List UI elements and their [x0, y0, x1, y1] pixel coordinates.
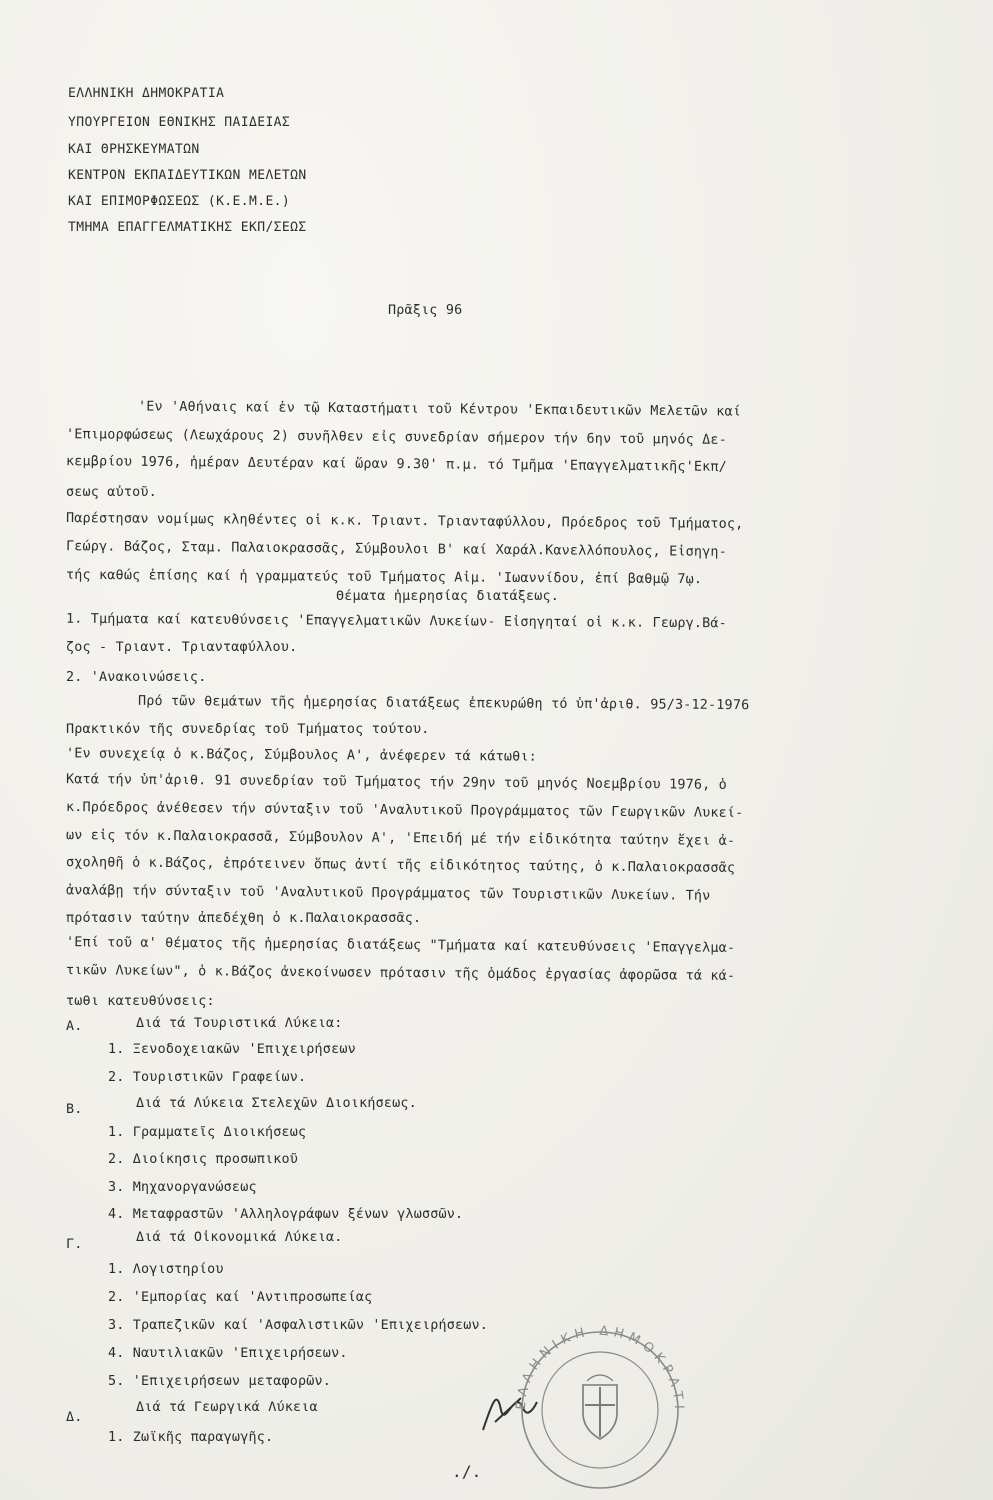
- section-letter: Β.: [66, 1102, 83, 1117]
- svg-text:ΕΛΛΗΝΙΚΗ ΔΗΜΟΚΡΑΤΙΑ · Κ.Ε.Μ.Ε.: [505, 1315, 686, 1414]
- section-item: 4. Ναυτιλιακῶν 'Επιχειρήσεων.: [108, 1346, 348, 1361]
- intro-line: Παρέστησαν νομίμως κληθέντες οἱ κ.κ. Τριαντ. Τριανταφύλλου, Πρόεδρος τοῦ Τμήματος,: [65, 511, 744, 532]
- section-letter: Δ.: [66, 1410, 83, 1425]
- letterhead-line: ΥΠΟΥΡΓΕΙΟΝ ΕΘΝΙΚΗΣ ΠΑΙΔΕΙΑΣ: [68, 115, 291, 130]
- body-line: Πρακτικόν τῆς συνεδρίας τοῦ Τμήματος τούτου.: [66, 722, 430, 737]
- section-letter: Γ.: [66, 1237, 83, 1252]
- stamp-text: ΕΛΛΗΝΙΚΗ ΔΗΜΟΚΡΑΤΙ: [513, 1323, 687, 1414]
- body-line: πρότασιν ταύτην ἀπεδέχθη ὁ κ.Παλαιοκρασσᾶς.: [66, 911, 422, 926]
- section-title: Διά τά Λύκεια Στελεχῶν Διοικήσεως.: [136, 1096, 417, 1111]
- letterhead-line: ΤΜΗΜΑ ΕΠΑΓΓΕΛΜΑΤΙΚΗΣ ΕΚΠ/ΣΕΩΣ: [68, 220, 307, 235]
- section-item: 4. Μεταφραστῶν 'Αλληλογράφων ξένων γλωσσῶν.: [108, 1207, 464, 1222]
- intro-line: σεως αὐτοῦ.: [66, 485, 157, 500]
- section-title: Διά τά Οἰκονομικά Λύκεια.: [136, 1230, 343, 1245]
- document-title: Πρᾶξις 96: [388, 303, 463, 318]
- section-item: 5. 'Επιχειρήσεων μεταφορῶν.: [108, 1374, 332, 1389]
- letterhead-line: ΚΕΝΤΡΟΝ ΕΚΠΑΙΔΕΥΤΙΚΩΝ ΜΕΛΕΤΩΝ: [68, 168, 307, 183]
- section-item: 3. Τραπεζικῶν καί 'Ασφαλιστικῶν 'Επιχειρήσεων.: [108, 1318, 489, 1333]
- intro-line: κεμβρίου 1976, ἡμέραν Δευτέραν καί ὥραν 9.30' π.μ. τό Τμῆμα 'Επαγγελματικῆς'Εκπ/: [65, 454, 728, 475]
- intro-line: 'Επιμορφώσεως (Λεωχάρους 2) συνῆλθεν εἰς συνεδρίαν σήμερον τήν 6ην τοῦ μηνός Δε-: [65, 427, 728, 448]
- body-line: τωθι κατευθύνσεις:: [66, 994, 215, 1009]
- page-continuation-mark: ./.: [452, 1462, 482, 1481]
- section-item: 2. Τουριστικῶν Γραφείων.: [108, 1070, 307, 1085]
- body-line: 'Εν συνεχείᾳ ὁ κ.Βάζος, Σύμβουλος Α', ἀνέφερεν τά κάτωθι:: [65, 746, 537, 765]
- section-letter: Α.: [66, 1019, 83, 1034]
- section-item: 1. Λογιστηρίου: [108, 1262, 224, 1277]
- intro-line: Γεώργ. Βάζος, Σταμ. Παλαιοκρασσᾶς, Σύμβουλοι Β' καί Χαράλ.Κανελλόπουλος, Εἰσηγη-: [65, 539, 728, 560]
- body-line: Πρό τῶν θεμάτων τῆς ἡμερησίας διατάξεως ἐπεκυρώθη τό ὑπ'ἀριθ. 95/3-12-1976: [137, 693, 750, 714]
- section-title: Διά τά Τουριστικά Λύκεια:: [136, 1016, 343, 1031]
- section-item: 2. Διοίκησις προσωπικοῦ: [108, 1152, 299, 1167]
- section-item: 2. 'Εμπορίας καί 'Αντιπροσωπείας: [108, 1290, 373, 1305]
- letterhead-line: ΚΑΙ ΕΠΙΜΟΡΦΩΣΕΩΣ (Κ.Ε.Μ.Ε.): [68, 194, 291, 209]
- section-item: 3. Μηχανοργανώσεως: [108, 1180, 257, 1195]
- agenda-item: ζος - Τριαντ. Τριανταφύλλου.: [66, 640, 298, 655]
- body-line: τικῶν Λυκείων", ὁ κ.Βάζος ἀνεκοίνωσεν πρότασιν τῆς ὁμάδος ἐργασίας ἀφορῶσα τά κά-: [65, 963, 736, 984]
- section-item: 1. Γραμματεῖς Διοικήσεως: [108, 1125, 307, 1140]
- agenda-title: Θέματα ἡμερησίας διατάξεως.: [336, 589, 560, 604]
- section-title: Διά τά Γεωργικά Λύκεια: [136, 1400, 318, 1415]
- body-line: ων εἰς τόν κ.Παλαιοκρασσᾶ, Σύμβουλον Α', 'Επειδή μέ τήν εἰδικότητα ταύτην ἔχει ἀ-: [65, 828, 736, 849]
- intro-line: τής καθώς ἐπίσης καί ἡ γραμματεύς τοῦ Τμήματος Αἰμ. 'Ιωαννίδου, ἐπί βαθμῷ 7ῳ.: [65, 567, 703, 588]
- body-line: ἀναλάβῃ τήν σύνταξιν τοῦ 'Αναλυτικοῦ Προγράμματος τῶν Τουριστικῶν Λυκείων. Τήν: [65, 883, 711, 904]
- letterhead-line: ΕΛΛΗΝΙΚΗ ΔΗΜΟΚΡΑΤΙΑ: [68, 86, 225, 101]
- section-item: 1. Ξενοδοχειακῶν 'Επιχειρήσεων: [108, 1042, 356, 1057]
- letterhead-line: ΚΑΙ ΘΡΗΣΚΕΥΜΑΤΩΝ: [68, 142, 200, 157]
- body-line: Κατά τήν ὑπ'ἀριθ. 91 συνεδρίαν τοῦ Τμήματος τήν 29ην τοῦ μηνός Νοεμβρίου 1976, ὁ: [65, 772, 728, 793]
- agenda-item: 1. Τμήματα καί κατευθύνσεις 'Επαγγελματικῶν Λυκείων- Εἰσηγηταί οἱ κ.κ. Γεωργ.Βά-: [65, 611, 727, 632]
- body-line: 'Επί τοῦ α' θέματος τῆς ἡμερησίας διατάξεως "Τμήματα καί κατευθύνσεις 'Επαγγελμα-: [65, 935, 736, 956]
- agenda-item: 2. 'Ανακοινώσεις.: [66, 670, 207, 685]
- body-line: σχοληθῆ ὁ κ.Βάζος, ἐπρότεινεν ὅπως ἀντί τῆς εἰδικότητος ταύτης, ὁ κ.Παλαιοκρασσᾶς: [65, 855, 736, 876]
- section-item: 1. Ζωϊκῆς παραγωγῆς.: [108, 1430, 274, 1445]
- intro-line: 'Εν 'Αθήναις καί ἐν τῷ Καταστήματι τοῦ Κέντρου 'Εκπαιδευτικῶν Μελετῶν καί: [137, 399, 742, 420]
- official-seal-icon: [505, 1315, 695, 1490]
- body-line: κ.Πρόεδρος ἀνέθεσεν τήν σύνταξιν τοῦ 'Αναλυτικοῦ Προγράμματος τῶν Γεωργικῶν Λυκεί-: [65, 800, 744, 821]
